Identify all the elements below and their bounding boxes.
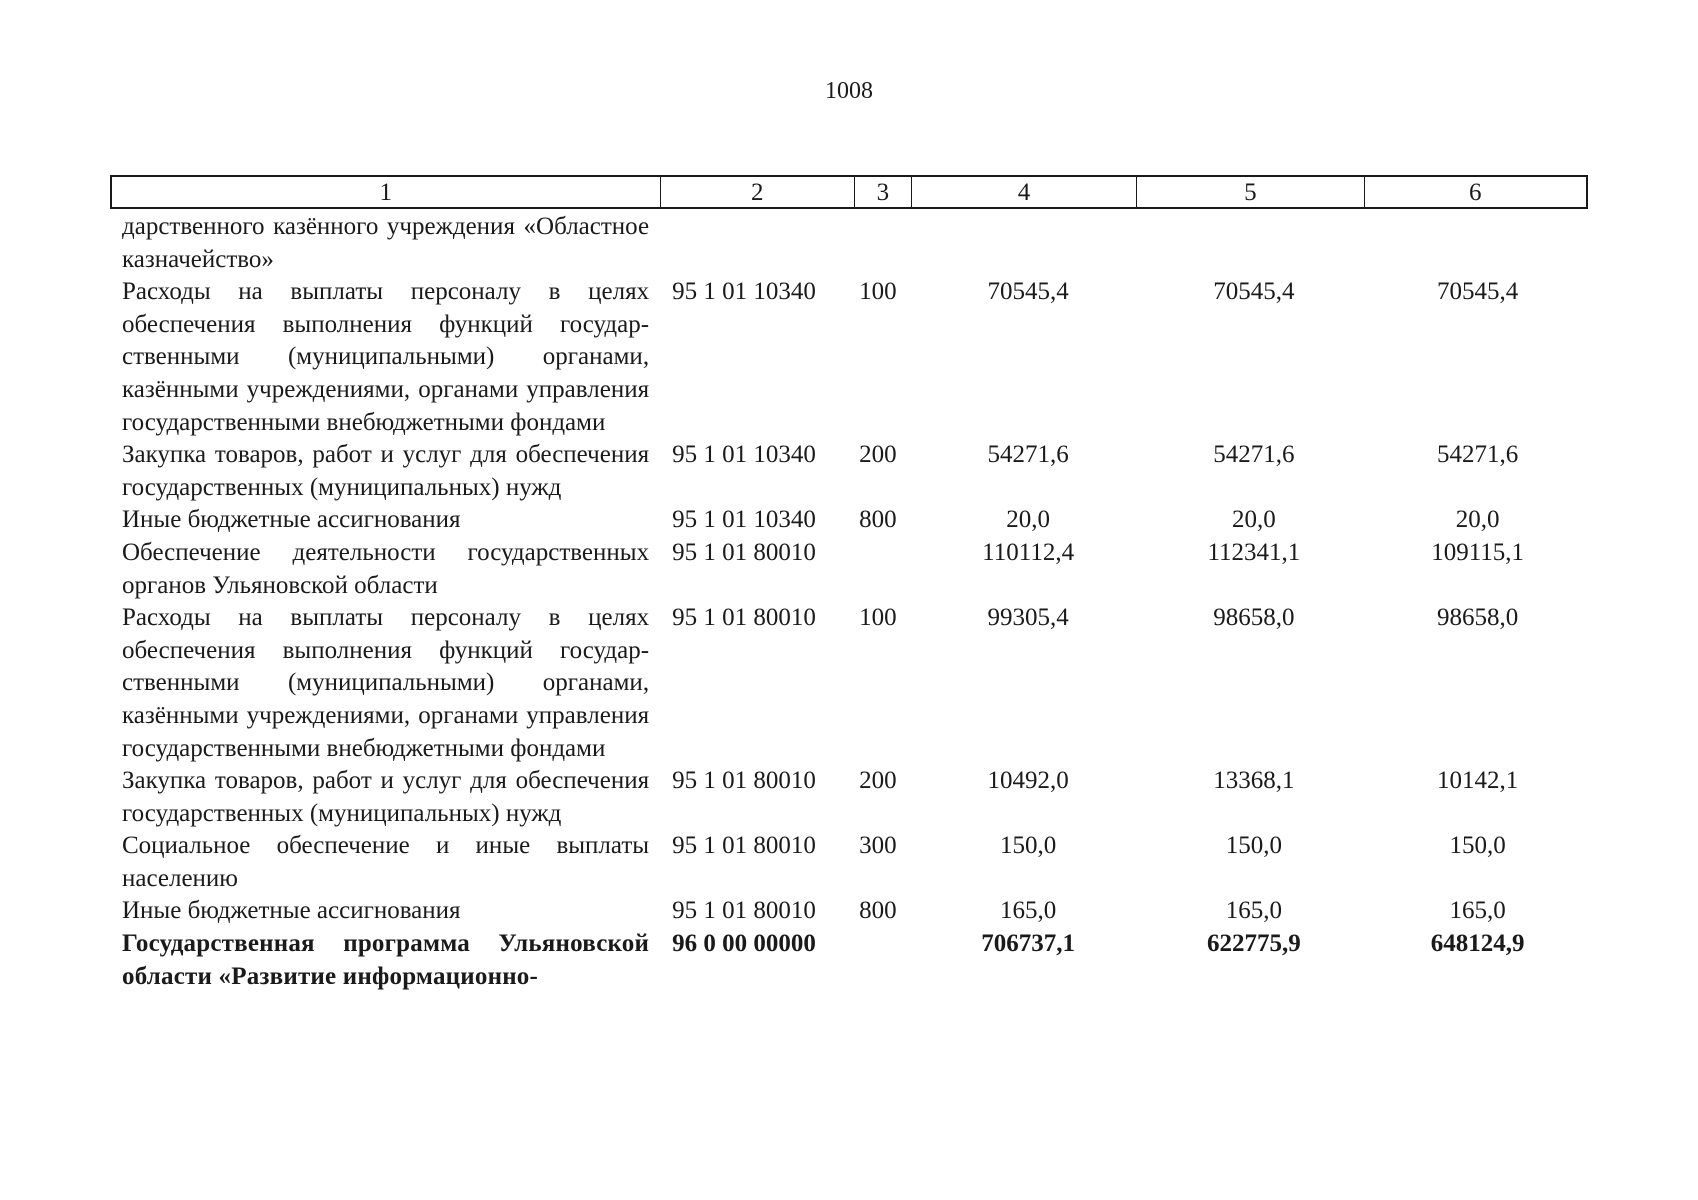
row-amount-col4: 110112,4 xyxy=(982,538,1075,566)
row-amount-col4: 10492,0 xyxy=(987,767,1069,795)
row-amount-col6: 10142,1 xyxy=(1437,767,1519,795)
row-target-code: 95 1 01 10340 xyxy=(672,506,816,534)
row-expense-type: 800 xyxy=(859,897,897,925)
row-expense-type xyxy=(856,928,916,993)
row-description: Расходы на выплаты персоналу в целях обеспечения выполнения функций государственными (муниципальными) органами, казёнными учреждениями, органами управления государственными внебюджетными фондами xyxy=(122,278,650,436)
table-row xyxy=(110,537,1588,602)
column-header-row xyxy=(110,175,1588,209)
row-amount-col5: 112341,1 xyxy=(1207,538,1301,566)
row-amount-col6: 20,0 xyxy=(1455,506,1500,534)
row-amount-col4: 165,0 xyxy=(1000,897,1057,925)
row-amount-col6: 98658,0 xyxy=(1437,604,1519,632)
row-amount-col4: 20,0 xyxy=(1006,506,1050,534)
row-expense-type: 100 xyxy=(859,604,897,632)
table-row xyxy=(110,504,1588,537)
row-description: Обеспечение деятельности государственных органов Ульяновской области xyxy=(122,538,650,599)
row-amount-col4: 706737,1 xyxy=(981,930,1075,958)
row-amount-col6 xyxy=(1367,211,1588,276)
row-expense-type: 200 xyxy=(859,441,897,469)
row-description: Иные бюджетные ассигнования xyxy=(122,506,461,534)
table-row xyxy=(110,895,1588,928)
row-description: дарственного казённого учреждения «Областное казначейство» xyxy=(122,213,650,273)
column-header-3: 3 xyxy=(855,177,912,207)
table-row xyxy=(110,602,1588,765)
row-amount-col6: 150,0 xyxy=(1449,832,1506,860)
row-target-code: 95 1 01 80010 xyxy=(672,767,816,795)
table-row xyxy=(110,928,1588,993)
row-expense-type: 800 xyxy=(859,506,897,534)
row-amount-col6: 70545,4 xyxy=(1437,278,1519,306)
table-row xyxy=(110,211,1588,276)
column-header-2: 2 xyxy=(661,177,855,207)
row-description: Расходы на выплаты персоналу в целях обеспечения выполнения функций государственными (муниципальными) органами, казёнными учреждениями, органами управления государственными внебюджетными фондами xyxy=(122,604,650,762)
row-amount-col6: 109115,1 xyxy=(1431,538,1525,566)
row-target-code: 95 1 01 80010 xyxy=(672,604,816,632)
column-header-5: 5 xyxy=(1137,177,1364,207)
row-expense-type xyxy=(856,211,916,276)
row-amount-col5: 165,0 xyxy=(1225,897,1282,925)
page-number: 1008 xyxy=(825,78,873,104)
row-description: Иные бюджетные ассигнования xyxy=(122,897,461,925)
row-expense-type: 200 xyxy=(859,767,897,795)
table-row xyxy=(110,765,1588,830)
row-target-code: 95 1 01 80010 xyxy=(672,832,816,860)
row-target-code: 95 1 01 10340 xyxy=(672,441,816,469)
row-description: Закупка товаров, работ и услуг для обеспечения государственных (муниципальных) нужд xyxy=(122,441,650,501)
column-header-6: 6 xyxy=(1469,179,1482,206)
row-amount-col4: 70545,4 xyxy=(987,278,1069,306)
table-row xyxy=(110,276,1588,439)
row-description: Закупка товаров, работ и услуг для обеспечения государственных (муниципальных) нужд xyxy=(122,767,650,827)
row-expense-type: 300 xyxy=(859,832,897,860)
row-description: Социальное обеспечение и иные выплаты населению xyxy=(122,832,650,892)
row-amount-col4 xyxy=(916,211,1141,276)
row-target-code xyxy=(657,211,856,276)
row-amount-col5: 20,0 xyxy=(1231,506,1276,534)
row-target-code: 95 1 01 10340 xyxy=(672,278,816,306)
table-row xyxy=(110,830,1588,895)
row-amount-col4: 99305,4 xyxy=(987,604,1069,632)
row-amount-col6: 165,0 xyxy=(1449,897,1506,925)
row-amount-col4: 54271,6 xyxy=(987,441,1069,469)
row-expense-type: 100 xyxy=(859,278,897,306)
row-target-code: 96 0 00 00000 xyxy=(672,930,816,958)
row-amount-col5: 70545,4 xyxy=(1213,278,1295,306)
row-amount-col6: 54271,6 xyxy=(1437,441,1519,469)
row-amount-col5: 622775,9 xyxy=(1206,930,1301,958)
row-amount-col4: 150,0 xyxy=(1000,832,1057,860)
row-amount-col6: 648124,9 xyxy=(1430,930,1525,958)
row-amount-col5: 150,0 xyxy=(1225,832,1282,860)
row-amount-col5: 54271,6 xyxy=(1213,441,1295,469)
row-description: Государственная программа Ульяновской области «Развитие информационно- xyxy=(122,930,650,990)
row-amount-col5 xyxy=(1141,211,1368,276)
budget-table-body xyxy=(110,211,1588,993)
row-target-code: 95 1 01 80010 xyxy=(672,897,816,925)
row-amount-col5: 98658,0 xyxy=(1213,604,1295,632)
row-amount-col5: 13368,1 xyxy=(1213,767,1295,795)
row-target-code: 95 1 01 80010 xyxy=(672,538,816,566)
column-header-4: 4 xyxy=(912,177,1137,207)
column-header-1: 1 xyxy=(112,177,661,207)
table-row xyxy=(110,439,1588,504)
row-expense-type xyxy=(856,537,916,602)
